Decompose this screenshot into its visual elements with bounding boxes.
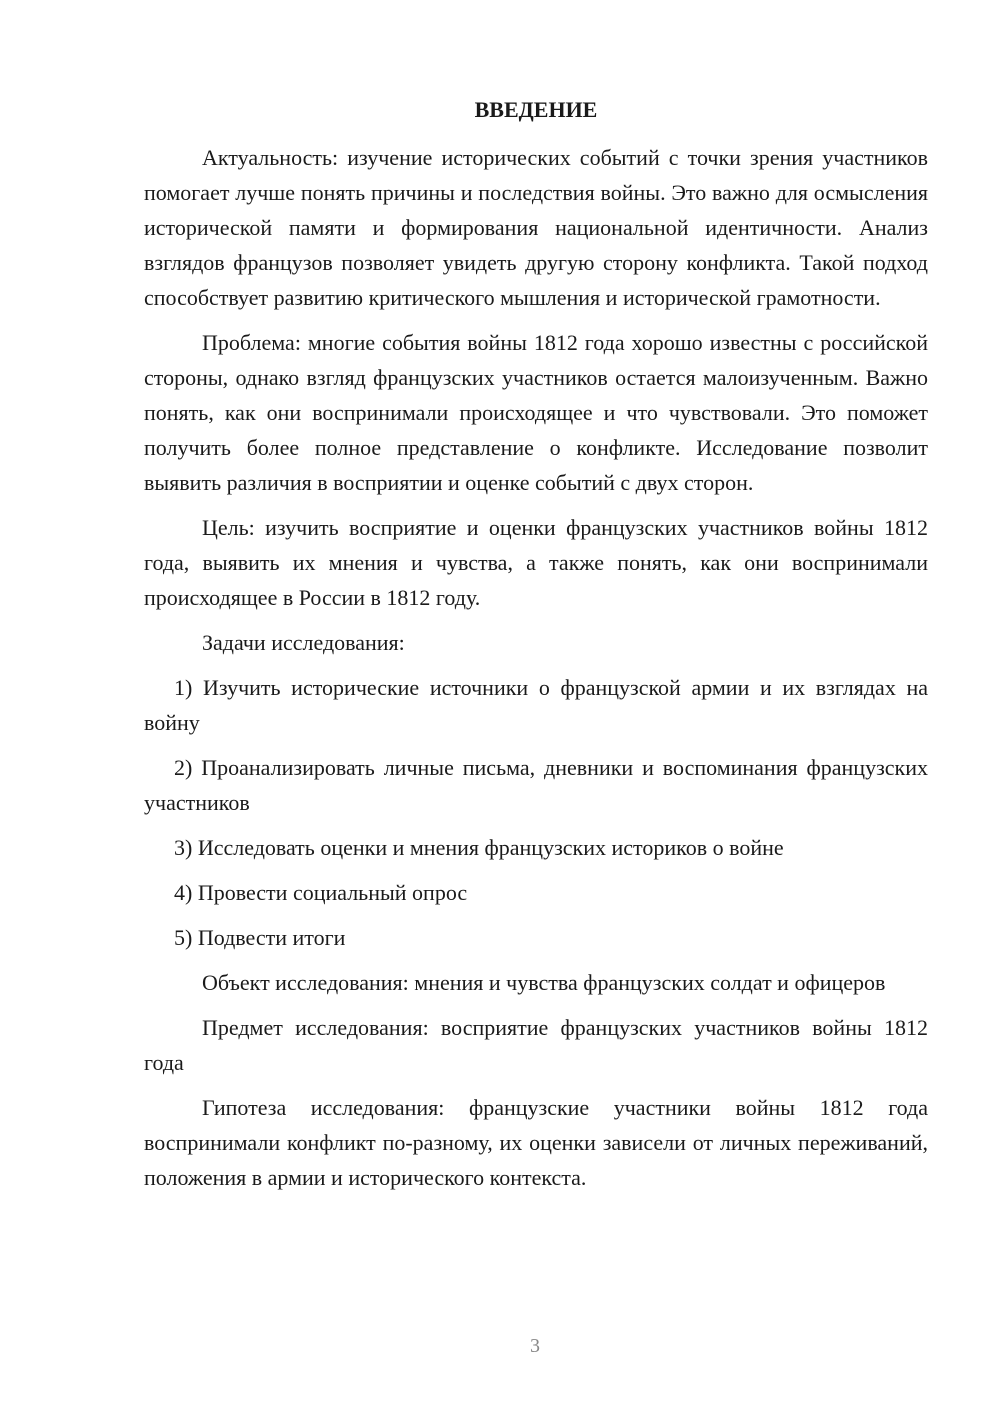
hypothesis-paragraph: Гипотеза исследования: французские участники войны 1812 года воспринимали конфликт по-разному, их оценки зависели от личных переживаний, положения в армии и исторического контекста. <box>144 1095 928 1190</box>
section-title: ВВЕДЕНИЕ <box>474 97 598 122</box>
document-page <box>144 95 928 1205</box>
task-item: 2) Проанализировать личные письма, дневники и воспоминания французских участников <box>144 755 928 815</box>
task-item: 3) Исследовать оценки и мнения французских историков о войне <box>174 835 784 860</box>
problem-paragraph: Проблема: многие события войны 1812 года хорошо известны с российской стороны, однако взгляд французских участников остается малоизученным. Важно понять, как они воспринимали происходящее и что чувствовали. Это поможет получить более полное представление о конфликте. Исследование позволит выявить различия в восприятии и оценке событий с двух сторон. <box>144 330 928 495</box>
task-item: 1) Изучить исторические источники о французской армии и их взглядах на войну <box>144 675 928 735</box>
tasks-heading: Задачи исследования: <box>202 630 405 655</box>
page-number: 3 <box>530 1335 540 1357</box>
tasks-list <box>144 670 928 955</box>
subject-paragraph: Предмет исследования: восприятие французских участников войны 1812 года <box>144 1015 928 1075</box>
task-item: 4) Провести социальный опрос <box>174 880 468 905</box>
relevance-paragraph: Актуальность: изучение исторических событий с точки зрения участников помогает лучше понять причины и последствия войны. Это важно для осмысления исторической памяти и формирования национальной идентичности. Анализ взглядов французов позволяет увидеть другую сторону конфликта. Такой подход способствует развитию критического мышления и исторической грамотности. <box>144 145 928 310</box>
goal-paragraph: Цель: изучить восприятие и оценки французских участников войны 1812 года, выявить их мнения и чувства, а также понять, как они воспринимали происходящее в России в 1812 году. <box>144 515 928 610</box>
task-item: 5) Подвести итоги <box>174 925 346 950</box>
object-paragraph: Объект исследования: мнения и чувства французских солдат и офицеров <box>202 970 886 995</box>
